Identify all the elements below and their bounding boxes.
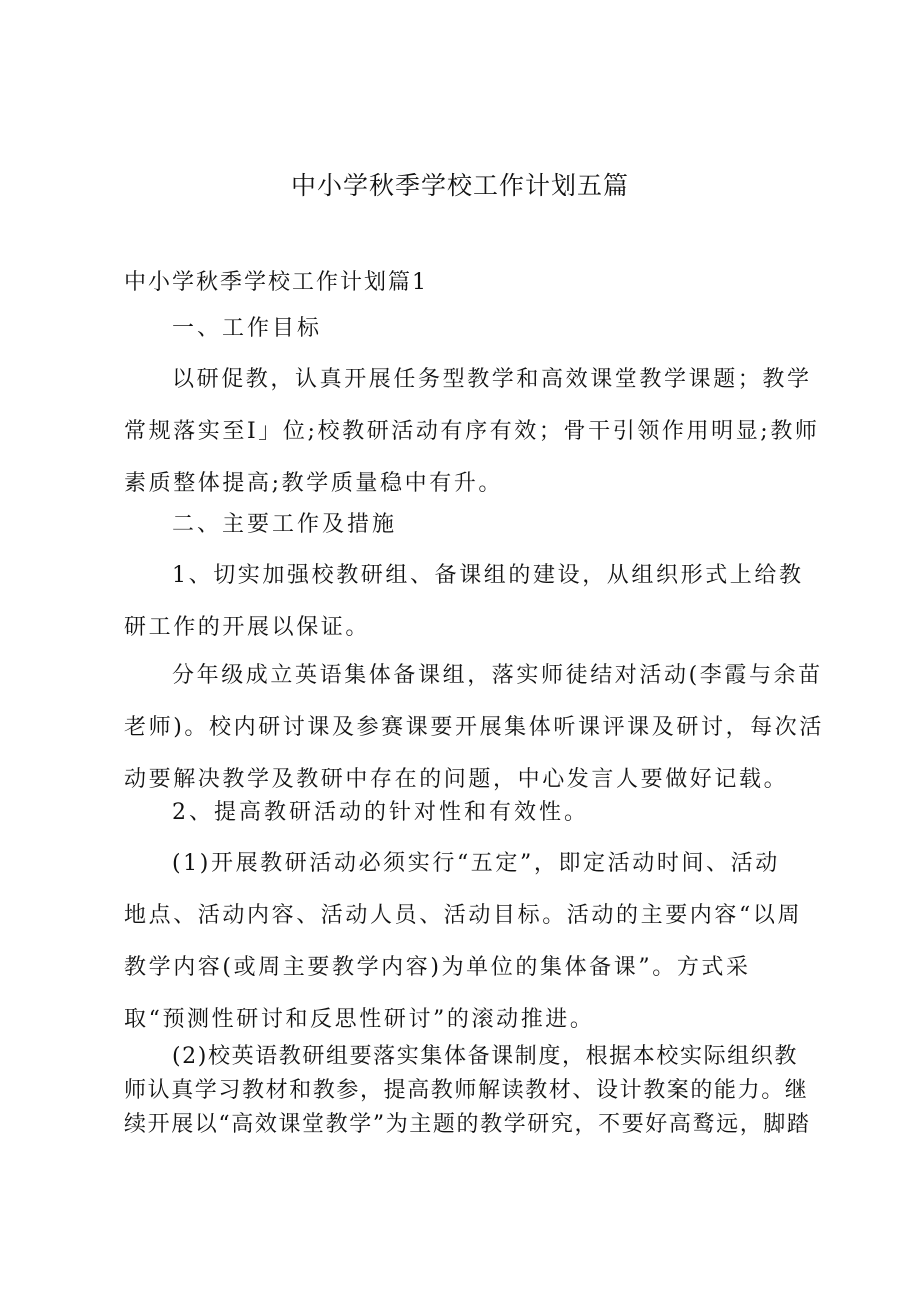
heading-work-goals: 一、工作目标 <box>172 316 323 341</box>
section-subtitle: 中小学秋季学校工作计划篇1 <box>124 270 428 295</box>
document-title: 中小学秋季学校工作计划五篇 <box>290 171 629 200</box>
paragraph-goals: 以研促教，认真开展任务型教学和高效课堂教学课题；教学常规落实至I」位;校教研活动有序有效；骨干引领作用明显;教师素质整体提高;教学质量稳中有升。 <box>124 367 820 496</box>
paragraph-five-fixed: (1)开展教研活动必须实行“五定”，即定活动时间、活动地点、活动内容、活动人员、活动目标。活动的主要内容“以周教学内容(或周主要教学内容)为单位的集体备课”。方式采取“预测性研讨和反思性研讨”的滚动推进。 <box>124 851 803 1032</box>
paragraph-collective-prep: (2)校英语教研组要落实集体备课制度，根据本校实际组织教师认真学习教材和教参，提高教师解读教材、设计教案的能力。继续开展以“高效课堂教学”为主题的教学研究，不要好高鹜远，脚踏 <box>124 1044 811 1137</box>
paragraph-item-2: 2、提高教研活动的针对性和有效性。 <box>172 800 589 825</box>
heading-main-work: 二、主要工作及措施 <box>172 512 398 537</box>
paragraph-grade-groups: 分年级成立英语集体备课组，落实师徒结对活动(李霞与余苗老师)。校内研讨课及参赛课要开展集体听课评课及研讨，每次活动要解决教学及教研中存在的问题，中心发言人要做好记载。 <box>124 663 824 792</box>
paragraph-item-1: 1、切实加强校教研组、备课组的建设，从组织形式上给教研工作的开展以保证。 <box>124 563 804 640</box>
